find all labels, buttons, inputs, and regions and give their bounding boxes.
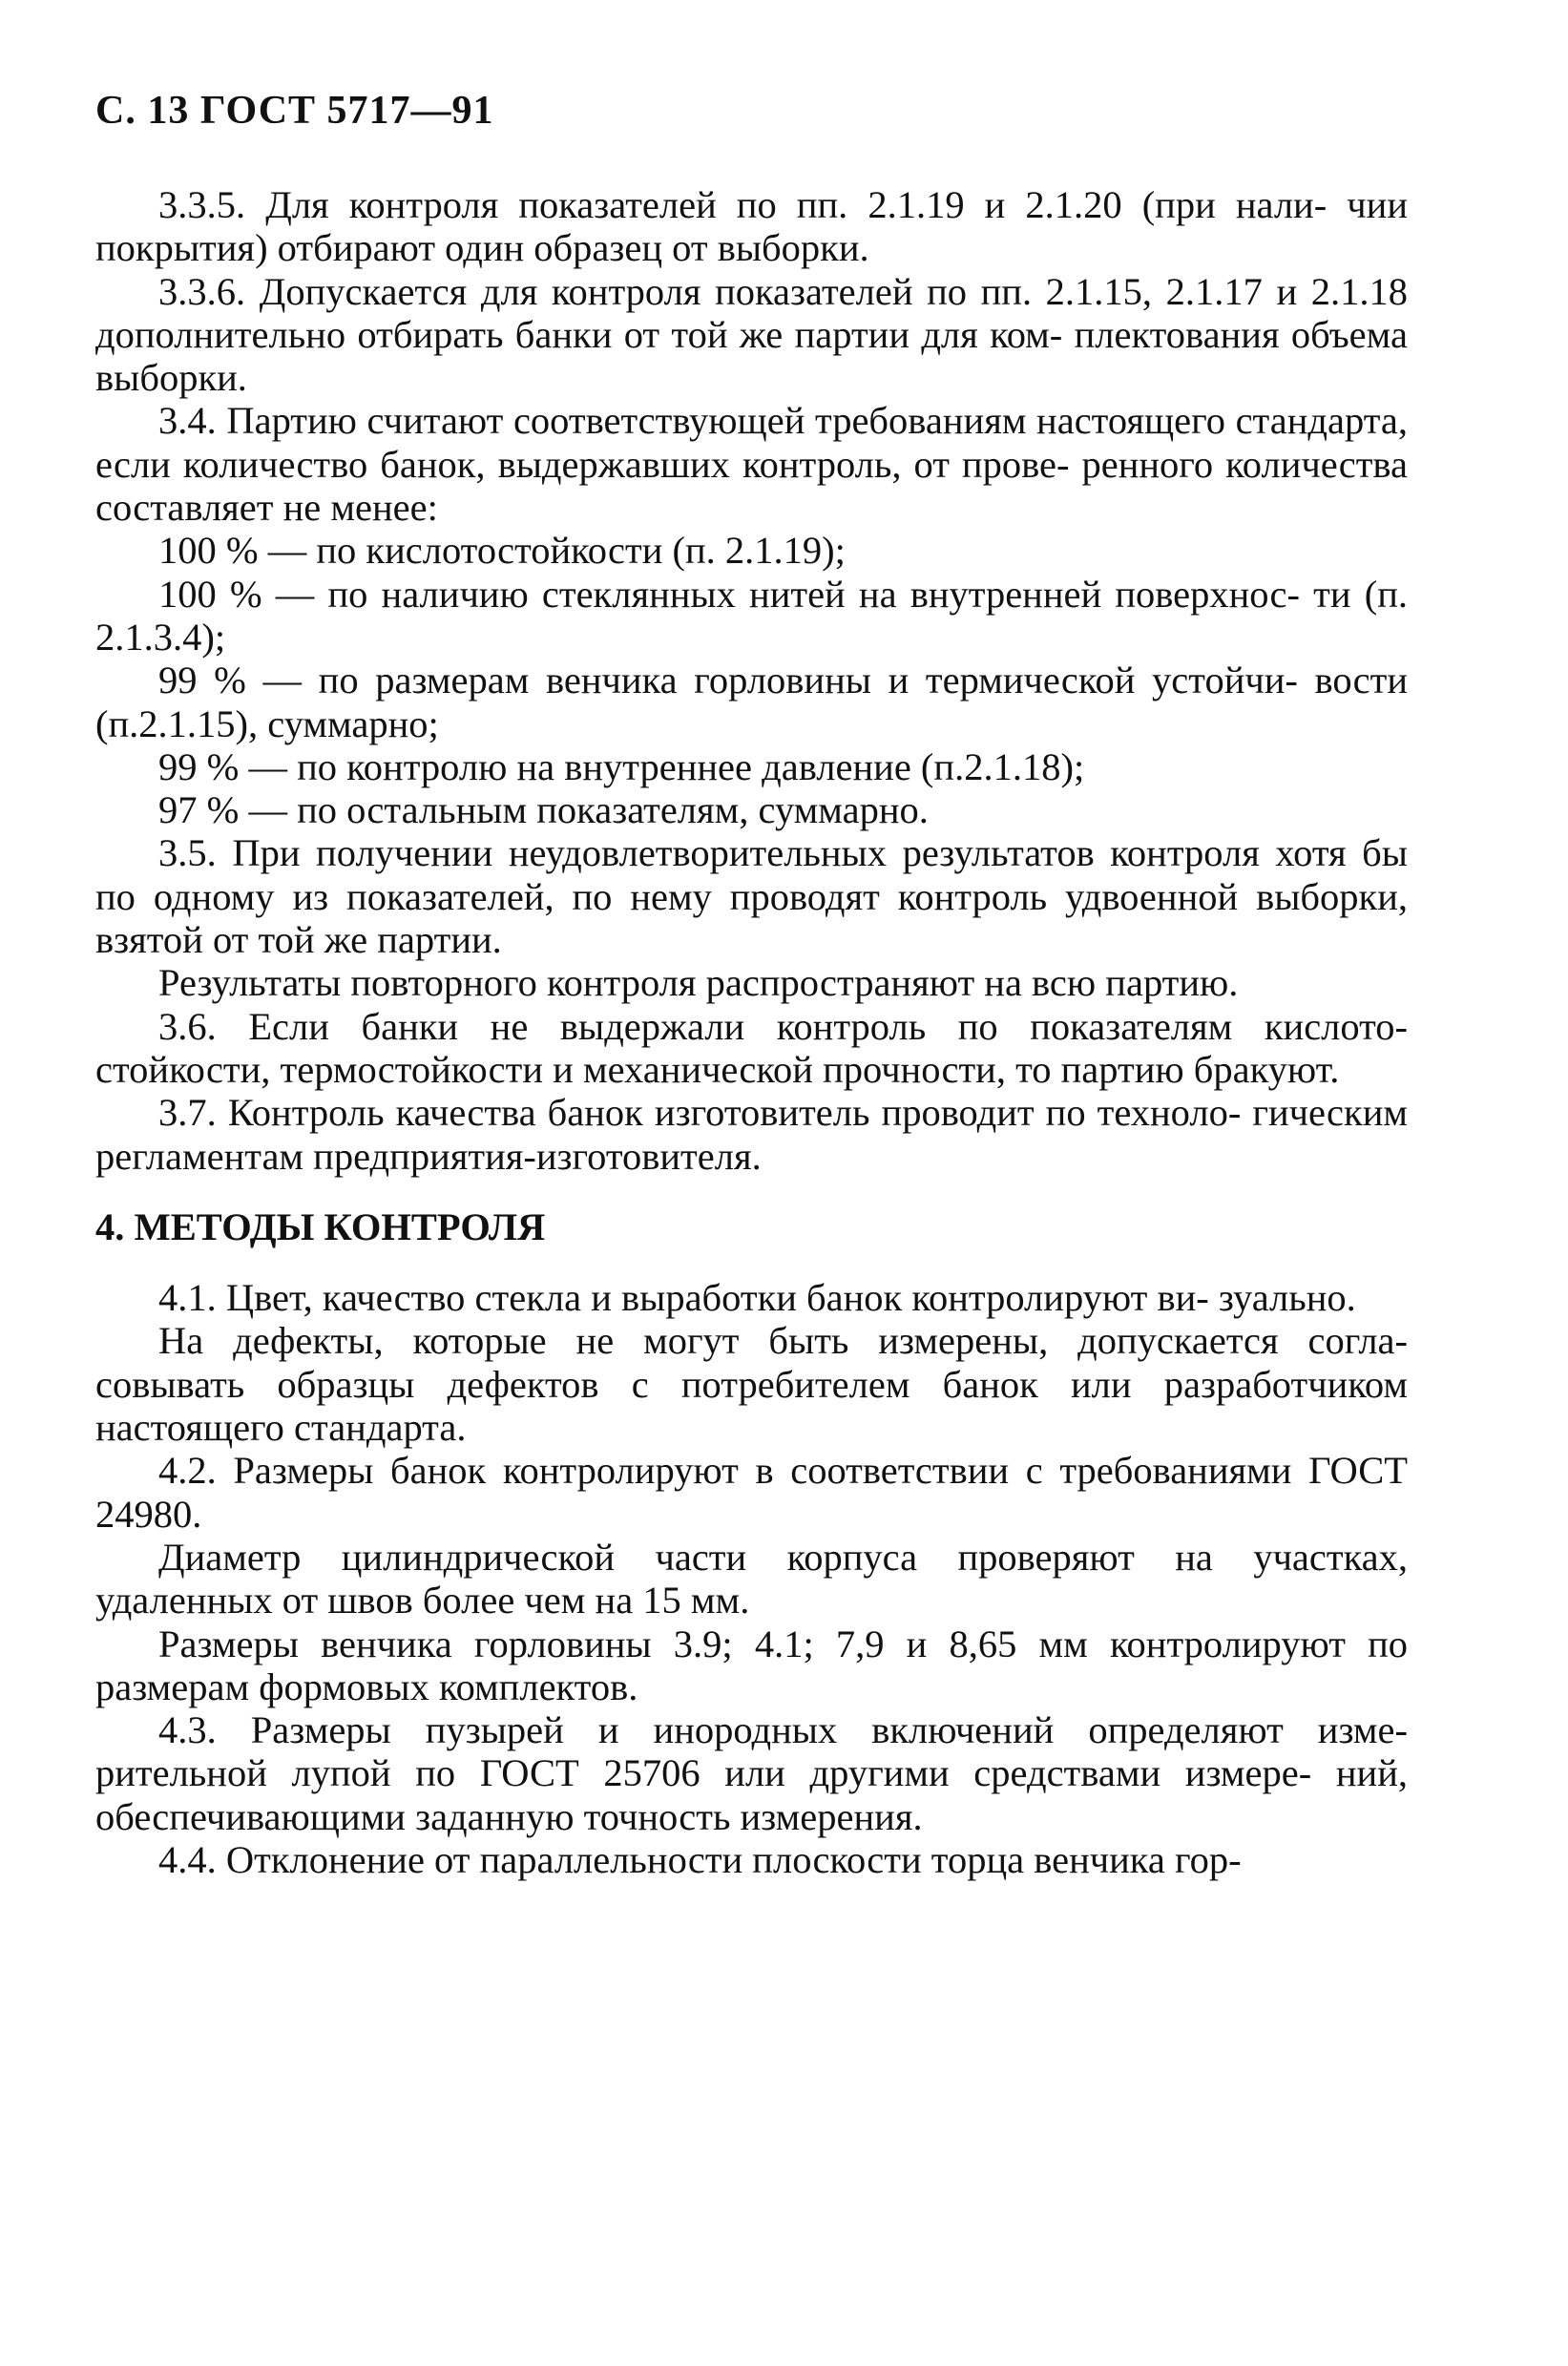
list-item-acid-resistance: 100 % — по кислотостойкости (п. 2.1.19); [158, 529, 846, 573]
section-title: 4. МЕТОДЫ КОНТРОЛЯ [95, 1204, 546, 1248]
list-item-other-indicators: 97 % — по остальным показателям, суммарно. [158, 788, 929, 832]
paragraph-4-2: 4.2. Размеры банок контролируют в соответствии с требованиями ГОСТ 24980. [95, 1449, 1408, 1536]
paragraph-neck-sizes: Размеры венчика горловины 3.9; 4.1; 7,9 и 8,65 мм контролируют по размерам формовых комплектов. [95, 1622, 1408, 1708]
paragraph-defects: На дефекты, которые не могут быть измерены, допускается согла- совывать образцы дефектов с потребителем банок или разработчиком настоящего стандарта. [95, 1319, 1408, 1450]
paragraph-3-7: 3.7. Контроль качества банок изготовитель проводит по техноло- гическим регламентам предприятия-изготовителя. [95, 1091, 1408, 1178]
paragraph-repeat-control: Результаты повторного контроля распространяют на всю партию. [158, 961, 1239, 1005]
page-header: С. 13 ГОСТ 5717—91 [95, 89, 494, 133]
paragraph-3-3-5: 3.3.5. Для контроля показателей по пп. 2.1.19 и 2.1.20 (при нали- чии покрытия) отбирают один образец от выборки. [95, 183, 1408, 270]
paragraph-3-6: 3.6. Если банки не выдержали контроль по показателям кислото- стойкости, термостойкости и механической прочности, то партию бракуют. [95, 1004, 1408, 1091]
list-item-glass-threads: 100 % — по наличию стеклянных нитей на внутренней поверхнос- ти (п. 2.1.3.4); [95, 572, 1408, 659]
list-item-internal-pressure: 99 % — по контролю на внутреннее давление (п.2.1.18); [158, 744, 1085, 788]
paragraph-4-4: 4.4. Отклонение от параллельности плоскости торца венчика гор- [158, 1837, 1242, 1881]
paragraph-4-1: 4.1. Цвет, качество стекла и выработки банок контролируют ви- зуально. [158, 1276, 1356, 1320]
list-item-neck-dimensions: 99 % — по размерам венчика горловины и термической устойчи- вости (п.2.1.15), суммарно; [95, 659, 1408, 745]
paragraph-4-3: 4.3. Размеры пузырей и инородных включений определяют изме- рительной лупой по ГОСТ 25706 или другими средствами измере- ний, обеспечивающими заданную точность измерения. [95, 1708, 1408, 1838]
paragraph-diameter: Диаметр цилиндрической части корпуса проверяют на участках, удаленных от швов более чем на 15 мм. [95, 1535, 1408, 1623]
paragraph-3-3-6: 3.3.6. Допускается для контроля показателей по пп. 2.1.15, 2.1.17 и 2.1.18 дополнительно отбирать банки от той же партии для ком- плектования объема выборки. [95, 269, 1408, 400]
document-body [95, 183, 1408, 1881]
paragraph-3-4: 3.4. Партию считают соответствующей требованиям настоящего стандарта, если количество банок, выдержавших контроль, от прове- ренного количества составляет не менее: [95, 399, 1408, 530]
paragraph-3-5: 3.5. При получении неудовлетворительных результатов контроля хотя бы по одному из показателей, по нему проводят контроль удвоенной выборки, взятой от той же партии. [95, 831, 1408, 962]
